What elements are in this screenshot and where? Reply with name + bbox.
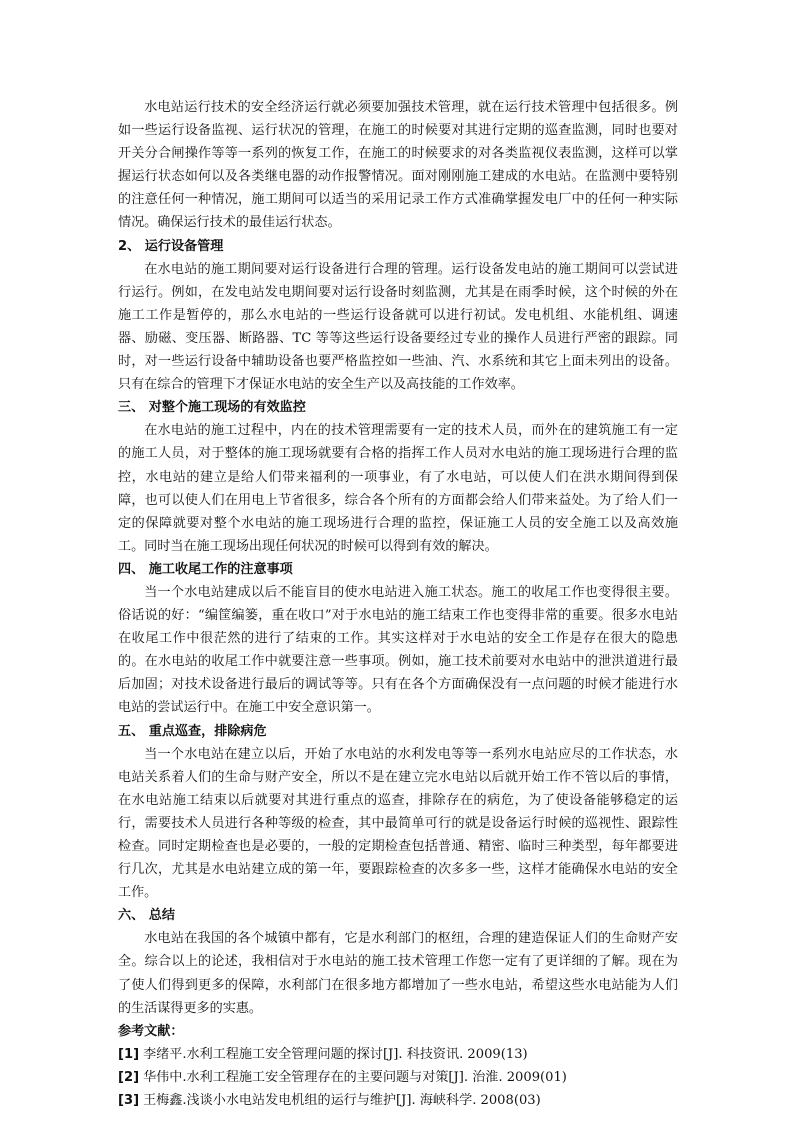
section-heading-closing-work: 四、 施工收尾工作的注意事项 xyxy=(118,561,293,577)
reference-number: [1] xyxy=(118,1046,140,1062)
intro-paragraph: 水电站运行技术的安全经济运行就必须要加强技术管理，就在运行技术管理中包括很多。例如一些运行设备监视、运行状况的管理，在施工的时候要对其进行定期的巡查监测，同时也要对开关分合闸操作等等一系列的恢复工作，在施工的时候要求的对各类监视仪表监测，这样可以掌握运行状态如何以及各类继电器的动作报警情况。面对刚刚施工建成的水电站。在监测中要特别的注意任何一种情况，施工期间可以适当的采用记录工作方式准确掌握发电厂中的任何一种实际情况。确保运行技术的最佳运行状态。 xyxy=(118,100,678,231)
reference-item xyxy=(118,1043,678,1066)
section-body-closing-work: 当一个水电站建成以后不能盲目的使水电站进入施工状态。施工的收尾工作也变得很主要。俗话说的好：“编筐编篓，重在收口”对于水电站的施工结束工作也变得非常的重要。很多水电站在收尾工作中很茫然的进行了结束的工作。其实这样对于水电站的安全工作是存在很大的隐患的。在水电站的收尾工作中就要注意一些事项。例如，施工技术前要对水电站中的泄洪道进行最后加固；对技术设备进行最后的调试等等。只有在各个方面确保没有一点问题的时候才能进行水电站的尝试运行中。在施工中安全意识第一。 xyxy=(118,584,678,716)
reference-item xyxy=(118,1089,678,1112)
section-heading-summary: 六、 总结 xyxy=(118,908,175,924)
section-body-summary: 水电站在我国的各个城镇中都有，它是水利部门的枢纽，合理的建造保证人们的生命财产安全。综合以上的论述，我相信对于水电站的施工技术管理工作您一定有了更详细的了解。现在为了使人们得到更多的保障，水利部门在很多地方都增加了一些水电站，希望这些水电站能为人们的生活谋得更多的实惠。 xyxy=(118,931,678,1016)
section-heading-equipment-management: 2、 运行设备管理 xyxy=(118,238,224,254)
section-heading-site-monitoring: 三、 对整个施工现场的有效监控 xyxy=(118,400,306,416)
reference-text: 华伟中.水利工程施工安全管理存在的主要问题与对策[J]. 治淮. 2009(01) xyxy=(143,1069,567,1085)
section-body-inspection: 当一个水电站在建立以后，开始了水电站的水利发电等等一系列水电站应尽的工作状态，水电站关系着人们的生命与财产安全，所以不是在建立完水电站以后就开始工作不管以后的事情，在水电站施工结束以后就要对其进行重点的巡查，排除存在的病危，为了使设备能够稳定的运行，需要技术人员进行各种等级的检查，其中最简单可行的就是设备运行时候的巡视性、跟踪性检查。同时定期检查也是必要的，一般的定期检查包括普通、精密、临时三种类型，每年都要进行几次，尤其是水电站建立成的第一年，要跟踪检查的次多多一些，这样才能确保水电站的安全工作。 xyxy=(118,746,678,901)
section-heading-inspection: 五、 重点巡查，排除病危 xyxy=(118,723,267,739)
section-body-equipment-management: 在水电站的施工期间要对运行设备进行合理的管理。运行设备发电站的施工期间可以尝试进行运行。例如，在发电站发电期间要对运行设备时刻监测，尤其是在雨季时候，这个时候的外在施工工作是暂停的，那么水电站的一些运行设备就可以进行初试。发电机组、水能机组、调速器、励磁、变压器、断路器、TC 等等这些运行设备要经过专业的操作人员进行严密的跟踪。同时，对一些运行设备中辅助设备也要严格监控如一些油、汽、水系统和其它上面未列出的设备。只有在综合的管理下才保证水电站的安全生产以及高技能的工作效率。 xyxy=(118,261,678,393)
document-page xyxy=(118,96,678,1112)
reference-number: [3] xyxy=(118,1093,140,1109)
section-body-site-monitoring: 在水电站的施工过程中，内在的技术管理需要有一定的技术人员，而外在的建筑施工有一定的施工人员，对于整体的施工现场就要有合格的指挥工作人员对水电站的施工现场进行合理的监控，水电站的建立是给人们带来福利的一项事业，有了水电站，可以使人们在洪水期间得到保障，也可以使人们在用电上节省很多，综合各个所有的方面都会给人们带来益处。为了给人们一定的保障就要对整个水电站的施工现场进行合理的监控，保证施工人员的安全施工以及高效施工。同时当在施工现场出现任何状况的时候可以得到有效的解决。 xyxy=(118,423,678,554)
reference-text: 李绪平.水利工程施工安全管理问题的探讨[J]. 科技资讯. 2009(13) xyxy=(143,1046,528,1062)
reference-item xyxy=(118,1066,678,1089)
reference-number: [2] xyxy=(118,1069,140,1085)
references-title: 参考文献： xyxy=(118,1023,184,1039)
reference-text: 王梅鑫.浅谈小水电站发电机组的运行与维护[J]. 海峡科学. 2008(03) xyxy=(143,1093,541,1109)
